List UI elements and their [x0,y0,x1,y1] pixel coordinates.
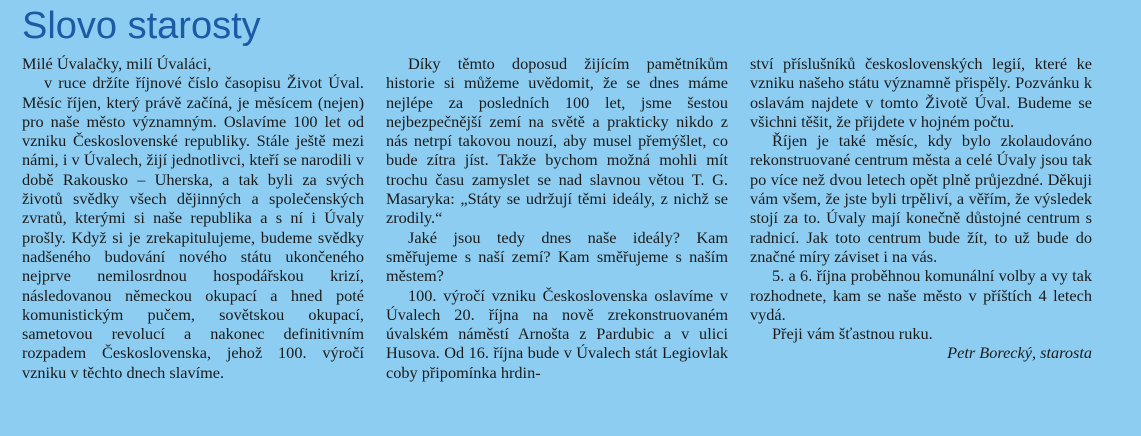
paragraph: 100. výročí vzniku Československa oslavíme v Úvalech 20. října na nově zrekonstruovaném úvalském náměstí Arnošta z Pardubic a v ulici Husova. Od 16. října bude v Úvalech stát Legiovlak coby připomínka hrdin- [386,285,728,382]
paragraph: ství příslušníků československých legií, které ke vzniku našeho státu významně přispěly. Pozvánku k oslavám najdete v tomto Životě Úval. Budeme se všichni těšit, že přijdete v hojném počtu. [750,54,1092,131]
article-title: Slovo starosty [22,5,261,47]
paragraph: Říjen je také měsíc, kdy bylo zkolaudováno rekonstruované centrum města a celé Úvaly jsou tak po více než dvou letech opět plně průjezdné. Děkuji vám všem, že jste byli trpěliví, a věřím, že výsledek stojí za to. Úvaly mají konečně důstojné centrum s radnicí. Jak toto centrum bude žít, to už bude do značné míry záviset i na vás. [750,131,1092,266]
paragraph: Jaké jsou tedy dnes naše ideály? Kam směřujeme s naší zemí? Kam směřujeme s naším městem? [386,227,728,286]
paragraph: Přeji vám šťastnou ruku. [772,324,933,344]
paragraph: v ruce držíte říjnové číslo časopisu Život Úval. Měsíc říjen, který právě začíná, je měsícem (nejen) pro naše město významným. Oslavíme 100 let od vzniku Československé republiky. Stále ještě mezi námi, i v Úvalech, žijí jednotlivci, kteří se narodili v době Rakousko – Uherska, a tak byli za svých životů svědky všech dějinných a společenských zvratů, kterými si naše republika a s ní i Úvaly prošly. Když si je zrekapitulujeme, budeme svědky nadšeného budování nového státu ukončeného nejprve nemilosrdnou hospodářskou krizí, následovanou německou okupací a hned poté komunistickým pučem, sovětskou okupací, sametovou revolucí a nakonec definitivním rozpadem Československa, jehož 100. výročí vzniku v těchto dnech slavíme. [22,73,364,382]
column-3 [750,54,1092,382]
paragraph: 5. a 6. října proběhnou komunální volby a vy tak rozhodnete, kam se naše město v příštích 4 letech vydá. [750,266,1092,324]
signature: Petr Borecký, starosta [947,343,1092,363]
paragraph: Díky těmto doposud žijícím pamětníkům historie si můžeme uvědomit, že se dnes máme nejlépe za posledních 100 let, jsme šestou nejbezpečnější zemí na světě a prakticky nikdo z nás netrpí takovou nouzí, aby musel přemýšlet, co bude zítra jíst. Takže bychom možná mohli mít trochu času zamyslet se nad slavnou větou T. G. Masaryka: „Státy se udržují těmi ideály, z nichž se zrodily.“ [386,54,728,228]
article-columns [22,54,1119,382]
paragraph: Milé Úvalačky, milí Úvaláci, [22,54,212,73]
column-2 [386,54,728,382]
column-1 [22,54,364,382]
